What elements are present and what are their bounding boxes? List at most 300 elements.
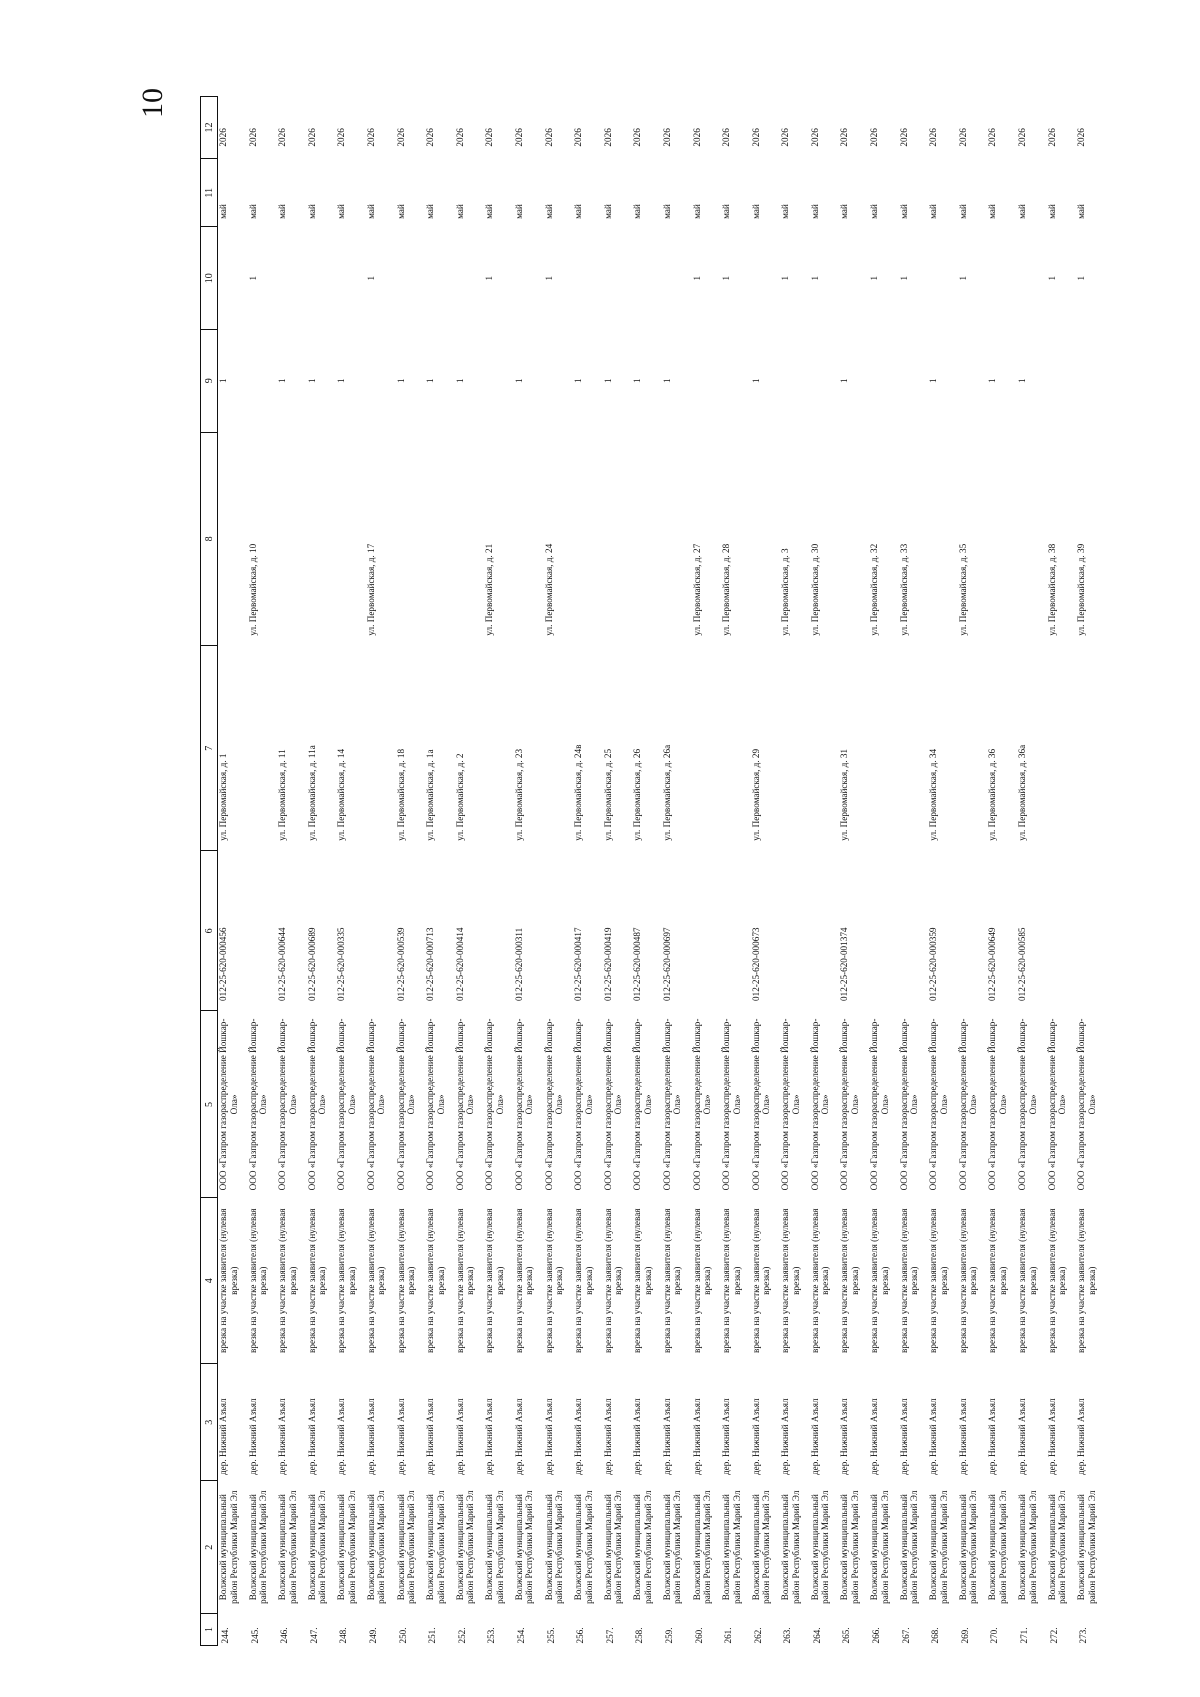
district-cell: Волжский муниципальный район Республики Марий Эл [602, 1490, 624, 1604]
owner-cell: ООО «Газпром газораспределение Йошкар-Ола» [1076, 1018, 1097, 1191]
connection-point-cell: врезка на участке заявителя (нулевая врезка) [602, 1208, 624, 1353]
settlement-cell: дер. Нижний Азъял [691, 1398, 702, 1475]
settlement-cell: дер. Нижний Азъял [395, 1398, 406, 1475]
address-col7-cell [484, 646, 514, 851]
row-number: 254. [515, 1627, 526, 1644]
district-cell: Волжский муниципальный район Республики Марий Эл [691, 1490, 712, 1604]
address-col8-cell [632, 432, 662, 646]
row-number: 272. [1048, 1627, 1059, 1644]
address-col8-cell: ул. Первомайская, д. 30 [809, 543, 820, 636]
table-row [1076, 97, 1106, 1646]
address-col7-cell [366, 646, 396, 851]
settlement-cell: дер. Нижний Азъял [277, 1398, 288, 1475]
owner-cell: ООО «Газпром газораспределение Йошкар-Ола» [602, 1018, 624, 1191]
month-cell: май [602, 204, 613, 219]
col9-cell [869, 329, 899, 432]
application-id-cell [899, 851, 929, 1011]
owner-cell: ООО «Газпром газораспределение Йошкар-Ола» [454, 1018, 476, 1191]
table-row [277, 97, 307, 1646]
month-cell: май [218, 204, 228, 219]
month-cell: май [898, 204, 909, 219]
column-header-5: 5 [201, 1011, 218, 1198]
col9-cell: 1 [277, 378, 288, 384]
col10-cell [514, 227, 544, 330]
district-cell: Волжский муниципальный район Республики Марий Эл [277, 1490, 298, 1604]
settlement-cell: дер. Нижний Азъял [306, 1398, 317, 1475]
col9-cell [810, 329, 840, 432]
table-row [987, 97, 1017, 1646]
address-col7-cell [810, 646, 840, 851]
address-col8-cell: ул. Первомайская, д. 10 [247, 543, 258, 636]
application-id-cell: 012-25-620-000359 [928, 927, 939, 1001]
application-id-cell [1076, 851, 1106, 1011]
owner-cell: ООО «Газпром газораспределение Йошкар-Ола» [306, 1018, 328, 1191]
settlement-cell: дер. Нижний Азъял [425, 1398, 436, 1475]
month-cell: май [869, 204, 880, 219]
settlement-cell: дер. Нижний Азъял [632, 1398, 643, 1475]
year-cell: 2026 [395, 128, 406, 147]
connection-point-cell: врезка на участке заявителя (нулевая врезка) [543, 1208, 565, 1353]
district-cell: Волжский муниципальный район Республики Марий Эл [247, 1490, 269, 1604]
col10-cell: 1 [247, 275, 258, 281]
address-col8-cell [455, 432, 485, 646]
year-cell: 2026 [573, 128, 584, 147]
connection-point-cell: врезка на участке заявителя (нулевая врезка) [632, 1208, 653, 1353]
address-col8-cell [662, 432, 692, 646]
year-cell: 2026 [306, 128, 317, 147]
address-col7-cell [544, 646, 574, 851]
year-cell: 2026 [809, 128, 820, 147]
month-cell: май [1046, 204, 1057, 219]
settlement-cell: дер. Нижний Азъял [898, 1398, 909, 1475]
application-id-cell: 012-25-620-000335 [336, 927, 347, 1001]
year-cell: 2026 [454, 128, 465, 147]
settlement-cell: дер. Нижний Азъял [869, 1398, 880, 1475]
application-id-cell: 012-25-620-000456 [218, 927, 228, 1001]
year-cell: 2026 [661, 128, 672, 147]
month-cell: май [336, 204, 347, 219]
district-cell: Волжский муниципальный район Республики Марий Эл [395, 1490, 417, 1604]
table-row [721, 97, 751, 1646]
address-col8-cell [839, 432, 869, 646]
settlement-cell: дер. Нижний Азъял [454, 1398, 465, 1475]
application-id-cell: 012-25-620-001374 [839, 927, 850, 1001]
month-cell: май [454, 204, 465, 219]
col9-cell: 1 [336, 378, 347, 384]
year-cell: 2026 [484, 128, 495, 147]
settlement-cell: дер. Нижний Азъял [336, 1398, 347, 1475]
district-cell: Волжский муниципальный район Республики Марий Эл [750, 1490, 772, 1604]
owner-cell: ООО «Газпром газораспределение Йошкар-Ола» [691, 1018, 712, 1191]
row-number: 255. [545, 1627, 556, 1644]
col10-cell: 1 [1076, 275, 1087, 281]
column-header-7: 7 [201, 646, 218, 851]
address-col7-cell: ул. Первомайская, д. 26а [661, 744, 672, 841]
col9-cell [899, 329, 929, 432]
district-cell: Волжский муниципальный район Республики Марий Эл [721, 1490, 742, 1604]
application-id-cell: 012-25-620-000585 [1017, 927, 1028, 1001]
table-row [632, 97, 662, 1646]
application-id-cell [544, 851, 574, 1011]
address-col7-cell: ул. Первомайская, д. 14 [336, 748, 347, 841]
connection-point-cell: врезка на участке заявителя (нулевая врезка) [1017, 1208, 1038, 1353]
district-cell: Волжский муниципальный район Республики Марий Эл [1076, 1490, 1097, 1604]
address-col7-cell [692, 646, 722, 851]
owner-cell: ООО «Газпром газораспределение Йошкар-Ола» [987, 1018, 1008, 1191]
col10-cell: 1 [1046, 275, 1057, 281]
col10-cell: 1 [809, 275, 820, 281]
year-cell: 2026 [750, 128, 761, 147]
column-header-10: 10 [201, 227, 218, 330]
application-id-cell: 012-25-620-000311 [513, 927, 524, 1001]
address-col8-cell: ул. Первомайская, д. 21 [484, 543, 495, 636]
application-id-cell [692, 851, 722, 1011]
settlement-cell: дер. Нижний Азъял [1076, 1398, 1087, 1475]
table-body [218, 97, 1106, 1646]
month-cell: май [306, 204, 317, 219]
col9-cell: 1 [1017, 378, 1028, 384]
column-header-1: 1 [201, 1613, 218, 1645]
column-header-2: 2 [201, 1481, 218, 1613]
table-row [810, 97, 840, 1646]
address-col7-cell: ул. Первомайская, д. 11 [277, 749, 288, 841]
owner-cell: ООО «Газпром газораспределение Йошкар-Ола» [484, 1018, 505, 1191]
address-col8-cell [514, 432, 544, 646]
settlement-cell: дер. Нижний Азъял [484, 1398, 495, 1475]
column-header-3: 3 [201, 1364, 218, 1482]
application-id-cell: 012-25-620-000697 [661, 927, 672, 1001]
settlement-cell: дер. Нижний Азъял [1017, 1398, 1028, 1475]
column-header-4: 4 [201, 1198, 218, 1364]
month-cell: май [395, 204, 406, 219]
district-cell: Волжский муниципальный район Республики Марий Эл [543, 1490, 565, 1604]
application-id-cell: 012-25-620-000539 [395, 927, 406, 1001]
col9-cell: 1 [218, 378, 228, 384]
col9-cell [958, 329, 988, 432]
address-col7-cell [248, 646, 278, 851]
settlement-cell: дер. Нижний Азъял [573, 1398, 584, 1475]
column-header-6: 6 [201, 851, 218, 1011]
connection-point-cell: врезка на участке заявителя (нулевая врезка) [839, 1208, 860, 1353]
row-number: 270. [989, 1627, 1000, 1644]
month-cell: май [365, 204, 376, 219]
owner-cell: ООО «Газпром газораспределение Йошкар-Ола» [543, 1018, 565, 1191]
owner-cell: ООО «Газпром газораспределение Йошкар-Ола» [721, 1018, 742, 1191]
settlement-cell: дер. Нижний Азъял [247, 1398, 258, 1475]
owner-cell: ООО «Газпром газораспределение Йошкар-Ола» [1046, 1018, 1068, 1191]
application-id-cell: 012-25-620-000713 [425, 927, 436, 1001]
month-cell: май [513, 204, 524, 219]
table-row [307, 97, 337, 1646]
settlement-cell: дер. Нижний Азъял [543, 1398, 554, 1475]
connection-point-cell: врезка на участке заявителя (нулевая врезка) [218, 1208, 239, 1353]
connection-point-cell: врезка на участке заявителя (нулевая врезка) [869, 1208, 890, 1353]
district-cell: Волжский муниципальный район Республики Марий Эл [987, 1490, 1008, 1604]
year-cell: 2026 [987, 128, 998, 147]
year-cell: 2026 [425, 128, 436, 147]
owner-cell: ООО «Газпром газораспределение Йошкар-Ола» [336, 1018, 357, 1191]
col10-cell [218, 227, 248, 330]
connection-point-cell: врезка на участке заявителя (нулевая врезка) [425, 1208, 446, 1353]
col10-cell [455, 227, 485, 330]
year-cell: 2026 [928, 128, 939, 147]
settlement-cell: дер. Нижний Азъял [721, 1398, 732, 1475]
address-col7-cell: ул. Первомайская, д. 24в [573, 744, 584, 841]
col9-cell: 1 [513, 378, 524, 384]
district-cell: Волжский муниципальный район Республики Марий Эл [218, 1490, 239, 1604]
col10-cell [632, 227, 662, 330]
address-col7-cell [958, 646, 988, 851]
month-cell: май [1076, 204, 1087, 219]
owner-cell: ООО «Газпром газораспределение Йошкар-Ола» [1017, 1018, 1038, 1191]
connection-point-cell: врезка на участке заявителя (нулевая врезка) [957, 1208, 979, 1353]
row-number: 257. [604, 1627, 615, 1644]
settlement-cell: дер. Нижний Азъял [1046, 1398, 1057, 1475]
address-col7-cell [899, 646, 929, 851]
row-number: 271. [1019, 1627, 1030, 1644]
year-cell: 2026 [957, 128, 968, 147]
col10-cell: 1 [721, 275, 732, 281]
month-cell: май [573, 204, 584, 219]
col9-cell: 1 [928, 378, 939, 384]
column-header-11: 11 [201, 159, 218, 227]
district-cell: Волжский муниципальный район Республики Марий Эл [898, 1490, 920, 1604]
col10-cell [603, 227, 633, 330]
owner-cell: ООО «Газпром газораспределение Йошкар-Ола» [247, 1018, 269, 1191]
year-cell: 2026 [336, 128, 347, 147]
year-cell: 2026 [513, 128, 524, 147]
table-row [248, 97, 278, 1646]
application-id-cell: 012-25-620-000414 [454, 927, 465, 1001]
month-cell: май [780, 204, 791, 219]
row-number: 246. [279, 1627, 290, 1644]
application-id-cell: 012-25-620-000419 [602, 927, 613, 1001]
address-col7-cell: ул. Первомайская, д. 25 [602, 748, 613, 841]
month-cell: май [661, 204, 672, 219]
owner-cell: ООО «Газпром газораспределение Йошкар-Ола» [839, 1018, 860, 1191]
address-col7-cell: ул. Первомайская, д. 36 [987, 748, 998, 841]
address-col8-cell [307, 432, 337, 646]
connection-point-cell: врезка на участке заявителя (нулевая врезка) [365, 1208, 387, 1353]
col9-cell [1076, 329, 1106, 432]
column-header-8: 8 [201, 432, 218, 646]
connection-point-cell: врезка на участке заявителя (нулевая врезка) [277, 1208, 298, 1353]
year-cell: 2026 [898, 128, 909, 147]
table-row [780, 97, 810, 1646]
application-id-cell [780, 851, 810, 1011]
district-cell: Волжский муниципальный район Республики Марий Эл [809, 1490, 831, 1604]
owner-cell: ООО «Газпром газораспределение Йошкар-Ола» [632, 1018, 653, 1191]
column-header-9: 9 [201, 329, 218, 432]
table-row [1017, 97, 1047, 1646]
address-col7-cell: ул. Первомайская, д. 26 [632, 748, 643, 841]
connection-point-cell: врезка на участке заявителя (нулевая врезка) [306, 1208, 328, 1353]
address-col8-cell [277, 432, 307, 646]
year-cell: 2026 [543, 128, 554, 147]
rotated-table-container [200, 96, 1200, 1646]
address-col7-cell [869, 646, 899, 851]
address-col8-cell: ул. Первомайская, д. 39 [1076, 543, 1087, 636]
table-row [928, 97, 958, 1646]
address-col7-cell [721, 646, 751, 851]
settlement-cell: дер. Нижний Азъял [780, 1398, 791, 1475]
col9-cell: 1 [750, 378, 761, 384]
settlement-cell: дер. Нижний Азъял [987, 1398, 998, 1475]
row-number: 251. [427, 1627, 438, 1644]
row-number: 259. [663, 1627, 674, 1644]
district-cell: Волжский муниципальный район Республики Марий Эл [336, 1490, 357, 1604]
col10-cell: 1 [365, 275, 376, 281]
row-number: 249. [367, 1627, 378, 1644]
owner-cell: ООО «Газпром газораспределение Йошкар-Ола» [957, 1018, 979, 1191]
table-row [662, 97, 692, 1646]
col9-cell [1047, 329, 1077, 432]
application-id-cell: 012-25-620-000644 [277, 927, 288, 1001]
table-row [1047, 97, 1077, 1646]
district-cell: Волжский муниципальный район Республики Марий Эл [780, 1490, 801, 1604]
application-id-cell [248, 851, 278, 1011]
table-row [218, 97, 248, 1646]
owner-cell: ООО «Газпром газораспределение Йошкар-Ола» [425, 1018, 446, 1191]
application-id-cell: 012-25-620-000649 [987, 927, 998, 1001]
table-row [751, 97, 781, 1646]
district-cell: Волжский муниципальный район Республики Марий Эл [484, 1490, 505, 1604]
address-col8-cell: ул. Первомайская, д. 35 [957, 543, 968, 636]
table-row [869, 97, 899, 1646]
connection-point-cell: врезка на участке заявителя (нулевая врезка) [721, 1208, 742, 1353]
table-row [692, 97, 722, 1646]
district-cell: Волжский муниципальный район Республики Марий Эл [1017, 1490, 1038, 1604]
col9-cell: 1 [839, 378, 850, 384]
col10-cell [573, 227, 603, 330]
district-cell: Волжский муниципальный район Республики Марий Эл [839, 1490, 860, 1604]
owner-cell: ООО «Газпром газораспределение Йошкар-Ола» [780, 1018, 801, 1191]
connection-point-cell: врезка на участке заявителя (нулевая врезка) [898, 1208, 920, 1353]
settlement-cell: дер. Нижний Азъял [809, 1398, 820, 1475]
row-number: 263. [782, 1627, 793, 1644]
owner-cell: ООО «Газпром газораспределение Йошкар-Ола» [750, 1018, 772, 1191]
col9-cell [692, 329, 722, 432]
col10-cell: 1 [869, 275, 880, 281]
year-cell: 2026 [1017, 128, 1028, 147]
district-cell: Волжский муниципальный район Республики Марий Эл [513, 1490, 535, 1604]
address-col7-cell: ул. Первомайская, д. 31 [839, 748, 850, 841]
table-row [455, 97, 485, 1646]
address-col7-cell: ул. Первомайская, д. 11а [306, 745, 317, 841]
connection-point-cell: врезка на участке заявителя (нулевая врезка) [247, 1208, 269, 1353]
year-cell: 2026 [277, 128, 288, 147]
col10-cell: 1 [780, 275, 791, 281]
row-number: 265. [841, 1627, 852, 1644]
month-cell: май [987, 204, 998, 219]
connection-point-cell: врезка на участке заявителя (нулевая врезка) [573, 1208, 594, 1353]
address-col8-cell [218, 432, 248, 646]
application-id-cell [1047, 851, 1077, 1011]
connection-point-cell: врезка на участке заявителя (нулевая врезка) [454, 1208, 476, 1353]
year-cell: 2026 [780, 128, 791, 147]
district-cell: Волжский муниципальный район Республики Марий Эл [661, 1490, 683, 1604]
address-col8-cell [396, 432, 426, 646]
connection-point-cell: врезка на участке заявителя (нулевая врезка) [1046, 1208, 1068, 1353]
application-id-cell [958, 851, 988, 1011]
application-id-cell: 012-25-620-000417 [573, 927, 584, 1001]
owner-cell: ООО «Газпром газораспределение Йошкар-Ола» [277, 1018, 298, 1191]
connection-point-cell: врезка на участке заявителя (нулевая врезка) [336, 1208, 357, 1353]
year-cell: 2026 [691, 128, 702, 147]
row-number: 248. [338, 1627, 349, 1644]
year-cell: 2026 [1046, 128, 1057, 147]
connection-point-cell: врезка на участке заявителя (нулевая врезка) [691, 1208, 712, 1353]
district-cell: Волжский муниципальный район Республики Марий Эл [365, 1490, 387, 1604]
month-cell: май [839, 204, 850, 219]
address-col7-cell: ул. Первомайская, д. 29 [750, 748, 761, 841]
address-col7-cell: ул. Первомайская, д. 23 [513, 748, 524, 841]
owner-cell: ООО «Газпром газораспределение Йошкар-Ола» [365, 1018, 387, 1191]
col10-cell [1017, 227, 1047, 330]
year-cell: 2026 [247, 128, 258, 147]
year-cell: 2026 [721, 128, 732, 147]
settlement-cell: дер. Нижний Азъял [365, 1398, 376, 1475]
application-id-cell: 012-25-620-000673 [750, 927, 761, 1001]
settlement-cell: дер. Нижний Азъял [957, 1398, 968, 1475]
address-col8-cell: ул. Первомайская, д. 24 [543, 543, 554, 636]
row-number: 247. [308, 1627, 319, 1644]
col10-cell [396, 227, 426, 330]
application-id-cell [484, 851, 514, 1011]
address-col7-cell: ул. Первомайская, д. 34 [928, 748, 939, 841]
table-row [958, 97, 988, 1646]
owner-cell: ООО «Газпром газораспределение Йошкар-Ола» [869, 1018, 890, 1191]
owner-cell: ООО «Газпром газораспределение Йошкар-Ола» [661, 1018, 683, 1191]
month-cell: май [543, 204, 554, 219]
col9-cell: 1 [573, 378, 584, 384]
table-row [603, 97, 633, 1646]
table-row [484, 97, 514, 1646]
row-number: 253. [486, 1627, 497, 1644]
col9-cell: 1 [661, 378, 672, 384]
row-number: 267. [900, 1627, 911, 1644]
connection-point-cell: врезка на участке заявителя (нулевая врезка) [928, 1208, 949, 1353]
month-cell: май [721, 204, 732, 219]
month-cell: май [928, 204, 939, 219]
district-cell: Волжский муниципальный район Республики Марий Эл [573, 1490, 594, 1604]
table-row [425, 97, 455, 1646]
address-col8-cell: ул. Первомайская, д. 33 [898, 543, 909, 636]
month-cell: май [809, 204, 820, 219]
col9-cell: 1 [602, 378, 613, 384]
district-cell: Волжский муниципальный район Республики Марий Эл [957, 1490, 979, 1604]
row-number: 262. [752, 1627, 763, 1644]
col10-cell [277, 227, 307, 330]
connection-point-cell: врезка на участке заявителя (нулевая врезка) [809, 1208, 831, 1353]
application-id-cell [366, 851, 396, 1011]
col10-cell [336, 227, 366, 330]
col9-cell: 1 [454, 378, 465, 384]
connection-point-cell: врезка на участке заявителя (нулевая врезка) [780, 1208, 801, 1353]
col10-cell: 1 [484, 275, 495, 281]
address-col7-cell: ул. Первомайская, д. 1а [425, 749, 436, 841]
connection-point-cell: врезка на участке заявителя (нулевая врезка) [484, 1208, 505, 1353]
col10-cell: 1 [957, 275, 968, 281]
district-cell: Волжский муниципальный район Республики Марий Эл [454, 1490, 476, 1604]
month-cell: май [247, 204, 258, 219]
address-col7-cell [1076, 646, 1106, 851]
col9-cell [248, 329, 278, 432]
application-id-cell [869, 851, 899, 1011]
owner-cell: ООО «Газпром газораспределение Йошкар-Ола» [809, 1018, 831, 1191]
col9-cell: 1 [987, 378, 998, 384]
row-number: 268. [930, 1627, 941, 1644]
